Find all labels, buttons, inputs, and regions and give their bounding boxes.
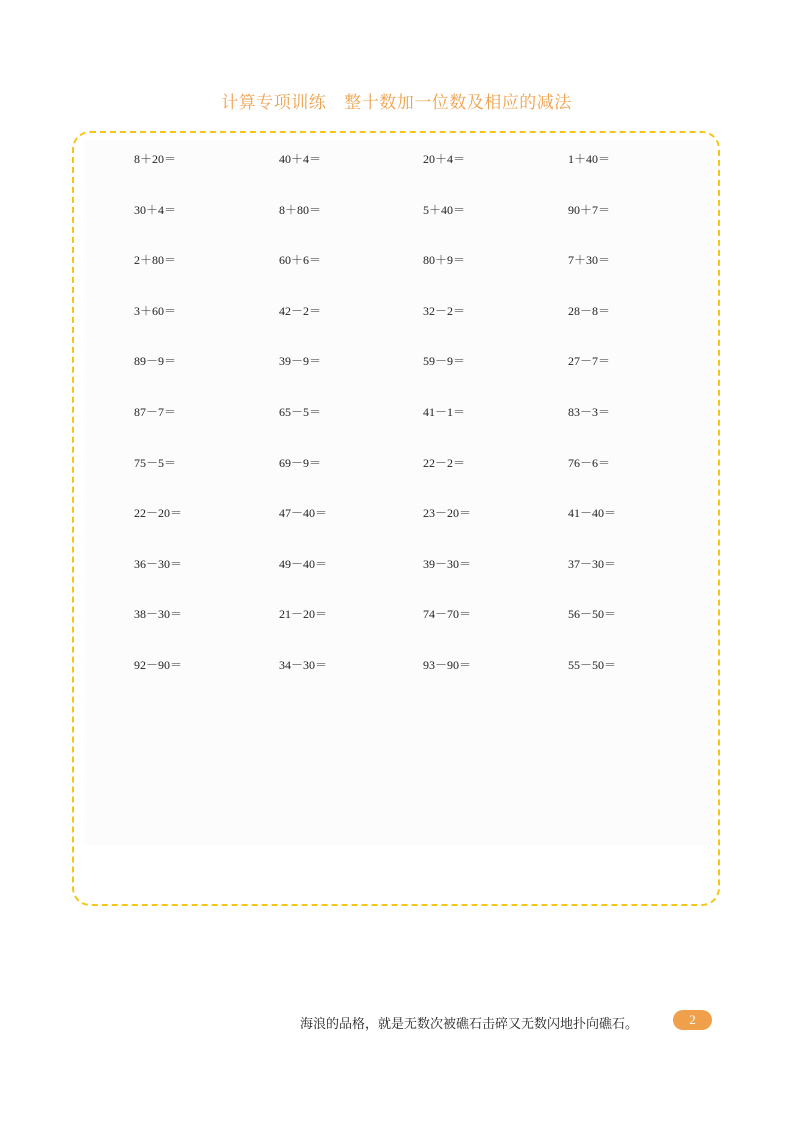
math-problem: 90＋7＝ [568,202,611,217]
math-problem: 1＋40＝ [568,152,611,166]
math-problem: 7＋30＝ [568,253,611,268]
problem-row [134,504,694,522]
math-problem: 60＋6＝ [279,253,322,268]
math-problem: 74－70＝ [423,607,472,622]
math-problem: 23－20＝ [423,506,472,521]
math-problem: 20＋4＝ [423,152,466,166]
math-problem: 3＋60＝ [134,303,177,318]
math-problem: 41－40＝ [568,506,617,521]
math-problem: 32－2＝ [423,303,466,318]
title-topic: 计算专项训练 [221,93,327,113]
math-problem: 69－9＝ [279,455,322,470]
math-problem: 38－30＝ [134,607,183,622]
math-problem: 41－1＝ [423,405,466,419]
math-problem: 27－7＝ [568,354,611,369]
math-problem: 80＋9＝ [423,253,466,268]
footer-quote: 海浪的品格，就是无数次被礁石击碎又无数闪地扑向礁石。 [300,1017,639,1032]
problem-row [134,302,694,320]
math-problem: 89－9＝ [134,354,177,369]
math-problem: 2＋80＝ [134,253,177,268]
math-problem: 22－20＝ [134,506,183,521]
math-problem: 49－40＝ [279,556,328,571]
math-problem: 36－30＝ [134,556,183,571]
math-problem: 76－6＝ [568,455,611,470]
math-problem: 37－30＝ [568,556,617,571]
math-problem: 55－50＝ [568,658,617,672]
problem-row [134,555,694,573]
math-problem: 22－2＝ [423,455,466,470]
math-problem: 34－30＝ [279,658,328,672]
math-problem: 83－3＝ [568,405,611,419]
math-problem: 40＋4＝ [279,152,322,166]
problem-row [134,251,694,269]
math-problem: 87－7＝ [134,405,177,419]
math-problem: 8＋80＝ [279,202,322,217]
math-problem: 5＋40＝ [423,202,466,217]
page-number-badge: 2 [673,1010,712,1030]
problem-row [134,150,694,168]
math-problem: 93－90＝ [423,658,472,672]
math-problem: 92－90＝ [134,658,183,672]
page-title [0,88,793,113]
math-problem: 75－5＝ [134,455,177,470]
problem-row [134,201,694,219]
problem-row [134,656,694,674]
problem-row [134,352,694,370]
title-subtopic: 整十数加一位数及相应的减法 [344,93,572,113]
math-problem: 8＋20＝ [134,152,177,166]
math-problem: 28－8＝ [568,303,611,318]
math-problem: 39－9＝ [279,354,322,369]
math-problem: 42－2＝ [279,303,322,318]
math-problem: 59－9＝ [423,354,466,369]
problem-row [134,454,694,472]
math-problem: 21－20＝ [279,607,328,622]
math-problem: 30＋4＝ [134,202,177,217]
problem-row [134,403,694,421]
math-problem: 47－40＝ [279,506,328,521]
math-problem: 39－30＝ [423,556,472,571]
problem-row [134,605,694,623]
math-problem: 65－5＝ [279,405,322,419]
math-problem: 56－50＝ [568,607,617,622]
